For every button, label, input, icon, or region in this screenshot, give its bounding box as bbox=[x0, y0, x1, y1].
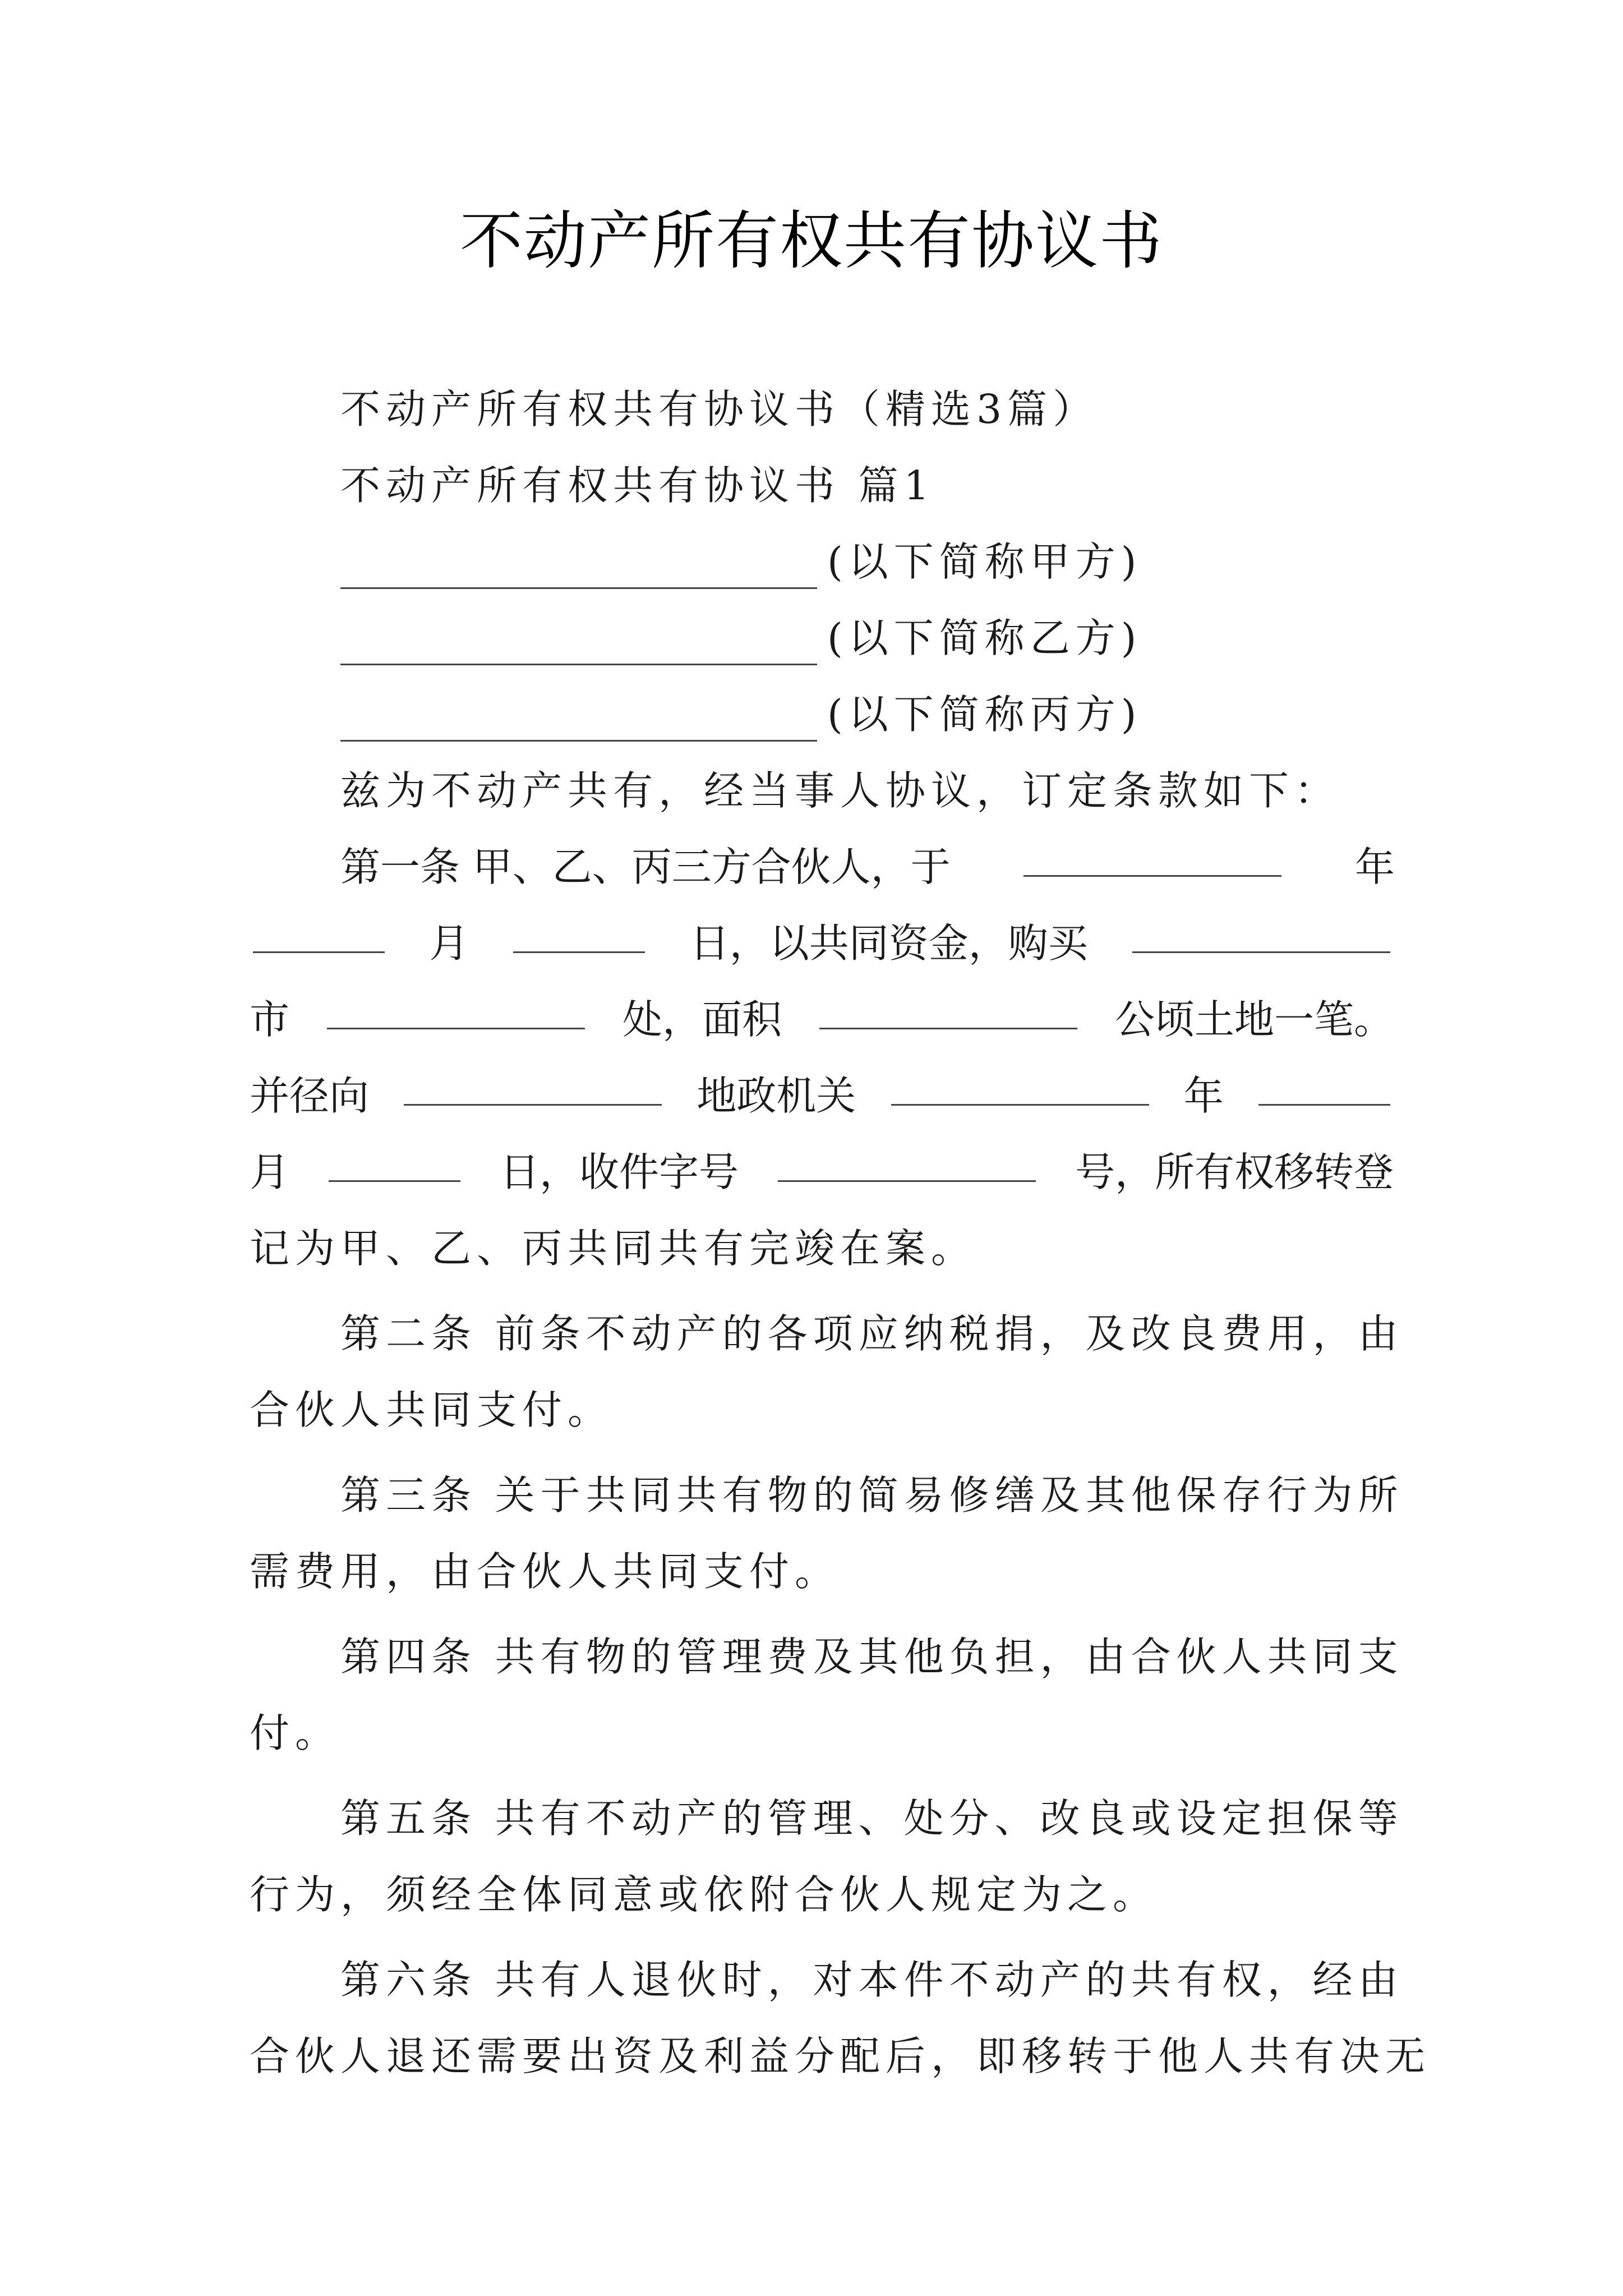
article1-text: 并径向 bbox=[250, 1073, 370, 1119]
document-subtitle: 不动产所有权共有协议书（精选3篇） bbox=[340, 386, 1099, 432]
party-a-label: (以下简称甲方) bbox=[827, 539, 1142, 585]
article1-text: 年 bbox=[1354, 844, 1395, 890]
article6-line2: 合伙人退还需要出资及利益分配后，即移转于他人共有决无 bbox=[250, 2033, 1431, 2079]
article1-text: 年 bbox=[1183, 1073, 1224, 1119]
registry-blank[interactable] bbox=[404, 1069, 662, 1106]
article1-text: 处，面积 bbox=[622, 996, 782, 1043]
party-b-blank[interactable] bbox=[340, 629, 817, 665]
article4-line1: 第四条 共有物的管理费及其他负担，由合伙人共同支 bbox=[340, 1634, 1404, 1680]
party-b-line bbox=[340, 611, 1395, 665]
article3-line2: 需费用，由合伙人共同支付。 bbox=[250, 1548, 841, 1595]
party-c-label: (以下简称丙方) bbox=[827, 691, 1142, 738]
party-a-line bbox=[340, 535, 1395, 589]
article1-line3 bbox=[250, 993, 1394, 1047]
article2-line1: 第二条 前条不动产的各项应纳税捐，及改良费用，由 bbox=[340, 1310, 1404, 1357]
area-blank[interactable] bbox=[819, 993, 1077, 1029]
article1-text: 公顷土地一笔。 bbox=[1114, 996, 1394, 1043]
article5-line1: 第五条 共有不动产的管理、处分、改良或设定担保等 bbox=[340, 1795, 1404, 1842]
article1-line2 bbox=[250, 917, 1394, 970]
year-blank[interactable] bbox=[1023, 840, 1281, 877]
registry-day-blank[interactable] bbox=[329, 1145, 460, 1182]
intro-paragraph: 兹为不动产共有，经当事人协议，订定条款如下： bbox=[340, 767, 1340, 814]
article1-text: 月 bbox=[429, 920, 469, 967]
article1-line4 bbox=[250, 1069, 1394, 1123]
party-c-blank[interactable] bbox=[340, 705, 817, 742]
article1-text: 日，以共同资金，购买 bbox=[689, 920, 1088, 967]
article2-line2: 合伙人共同支付。 bbox=[250, 1387, 614, 1433]
month-blank[interactable] bbox=[253, 917, 385, 953]
receipt-number-blank[interactable] bbox=[778, 1145, 1036, 1182]
purchase-location-blank[interactable] bbox=[1132, 917, 1390, 953]
section-heading: 不动产所有权共有协议书 篇1 bbox=[340, 462, 935, 509]
article3-line1: 第三条 关于共同共有物的简易修缮及其他保存行为所 bbox=[340, 1472, 1404, 1519]
article5-line2: 行为，须经全体同意或依附合伙人规定为之。 bbox=[250, 1871, 1159, 1918]
article1-text: 日，收件字号 bbox=[499, 1149, 739, 1195]
article1-text: 月 bbox=[250, 1149, 290, 1195]
registry-month-blank[interactable] bbox=[1258, 1069, 1390, 1106]
party-b-label: (以下简称乙方) bbox=[827, 615, 1142, 661]
article4-line2: 付。 bbox=[250, 1710, 341, 1756]
registry-year-blank[interactable] bbox=[891, 1069, 1149, 1106]
party-a-blank[interactable] bbox=[340, 553, 817, 589]
party-c-line bbox=[340, 688, 1395, 742]
article1-text: 地政机关 bbox=[697, 1073, 856, 1119]
article1-text: 市 bbox=[250, 996, 290, 1043]
article1-line6: 记为甲、乙、丙共同共有完竣在案。 bbox=[250, 1225, 977, 1272]
day-blank[interactable] bbox=[513, 917, 645, 953]
city-blank[interactable] bbox=[327, 993, 585, 1029]
document-title: 不动产所有权共有协议书 bbox=[460, 205, 1163, 278]
article1-text: 第一条 甲、乙、丙三方合伙人，于 bbox=[340, 844, 951, 890]
article6-line1: 第六条 共有人退伙时，对本件不动产的共有权，经由 bbox=[340, 1957, 1404, 2003]
article1-line1 bbox=[340, 840, 1395, 894]
article1-text: 号，所有权移转登 bbox=[1075, 1149, 1394, 1195]
article1-line5 bbox=[250, 1145, 1394, 1199]
